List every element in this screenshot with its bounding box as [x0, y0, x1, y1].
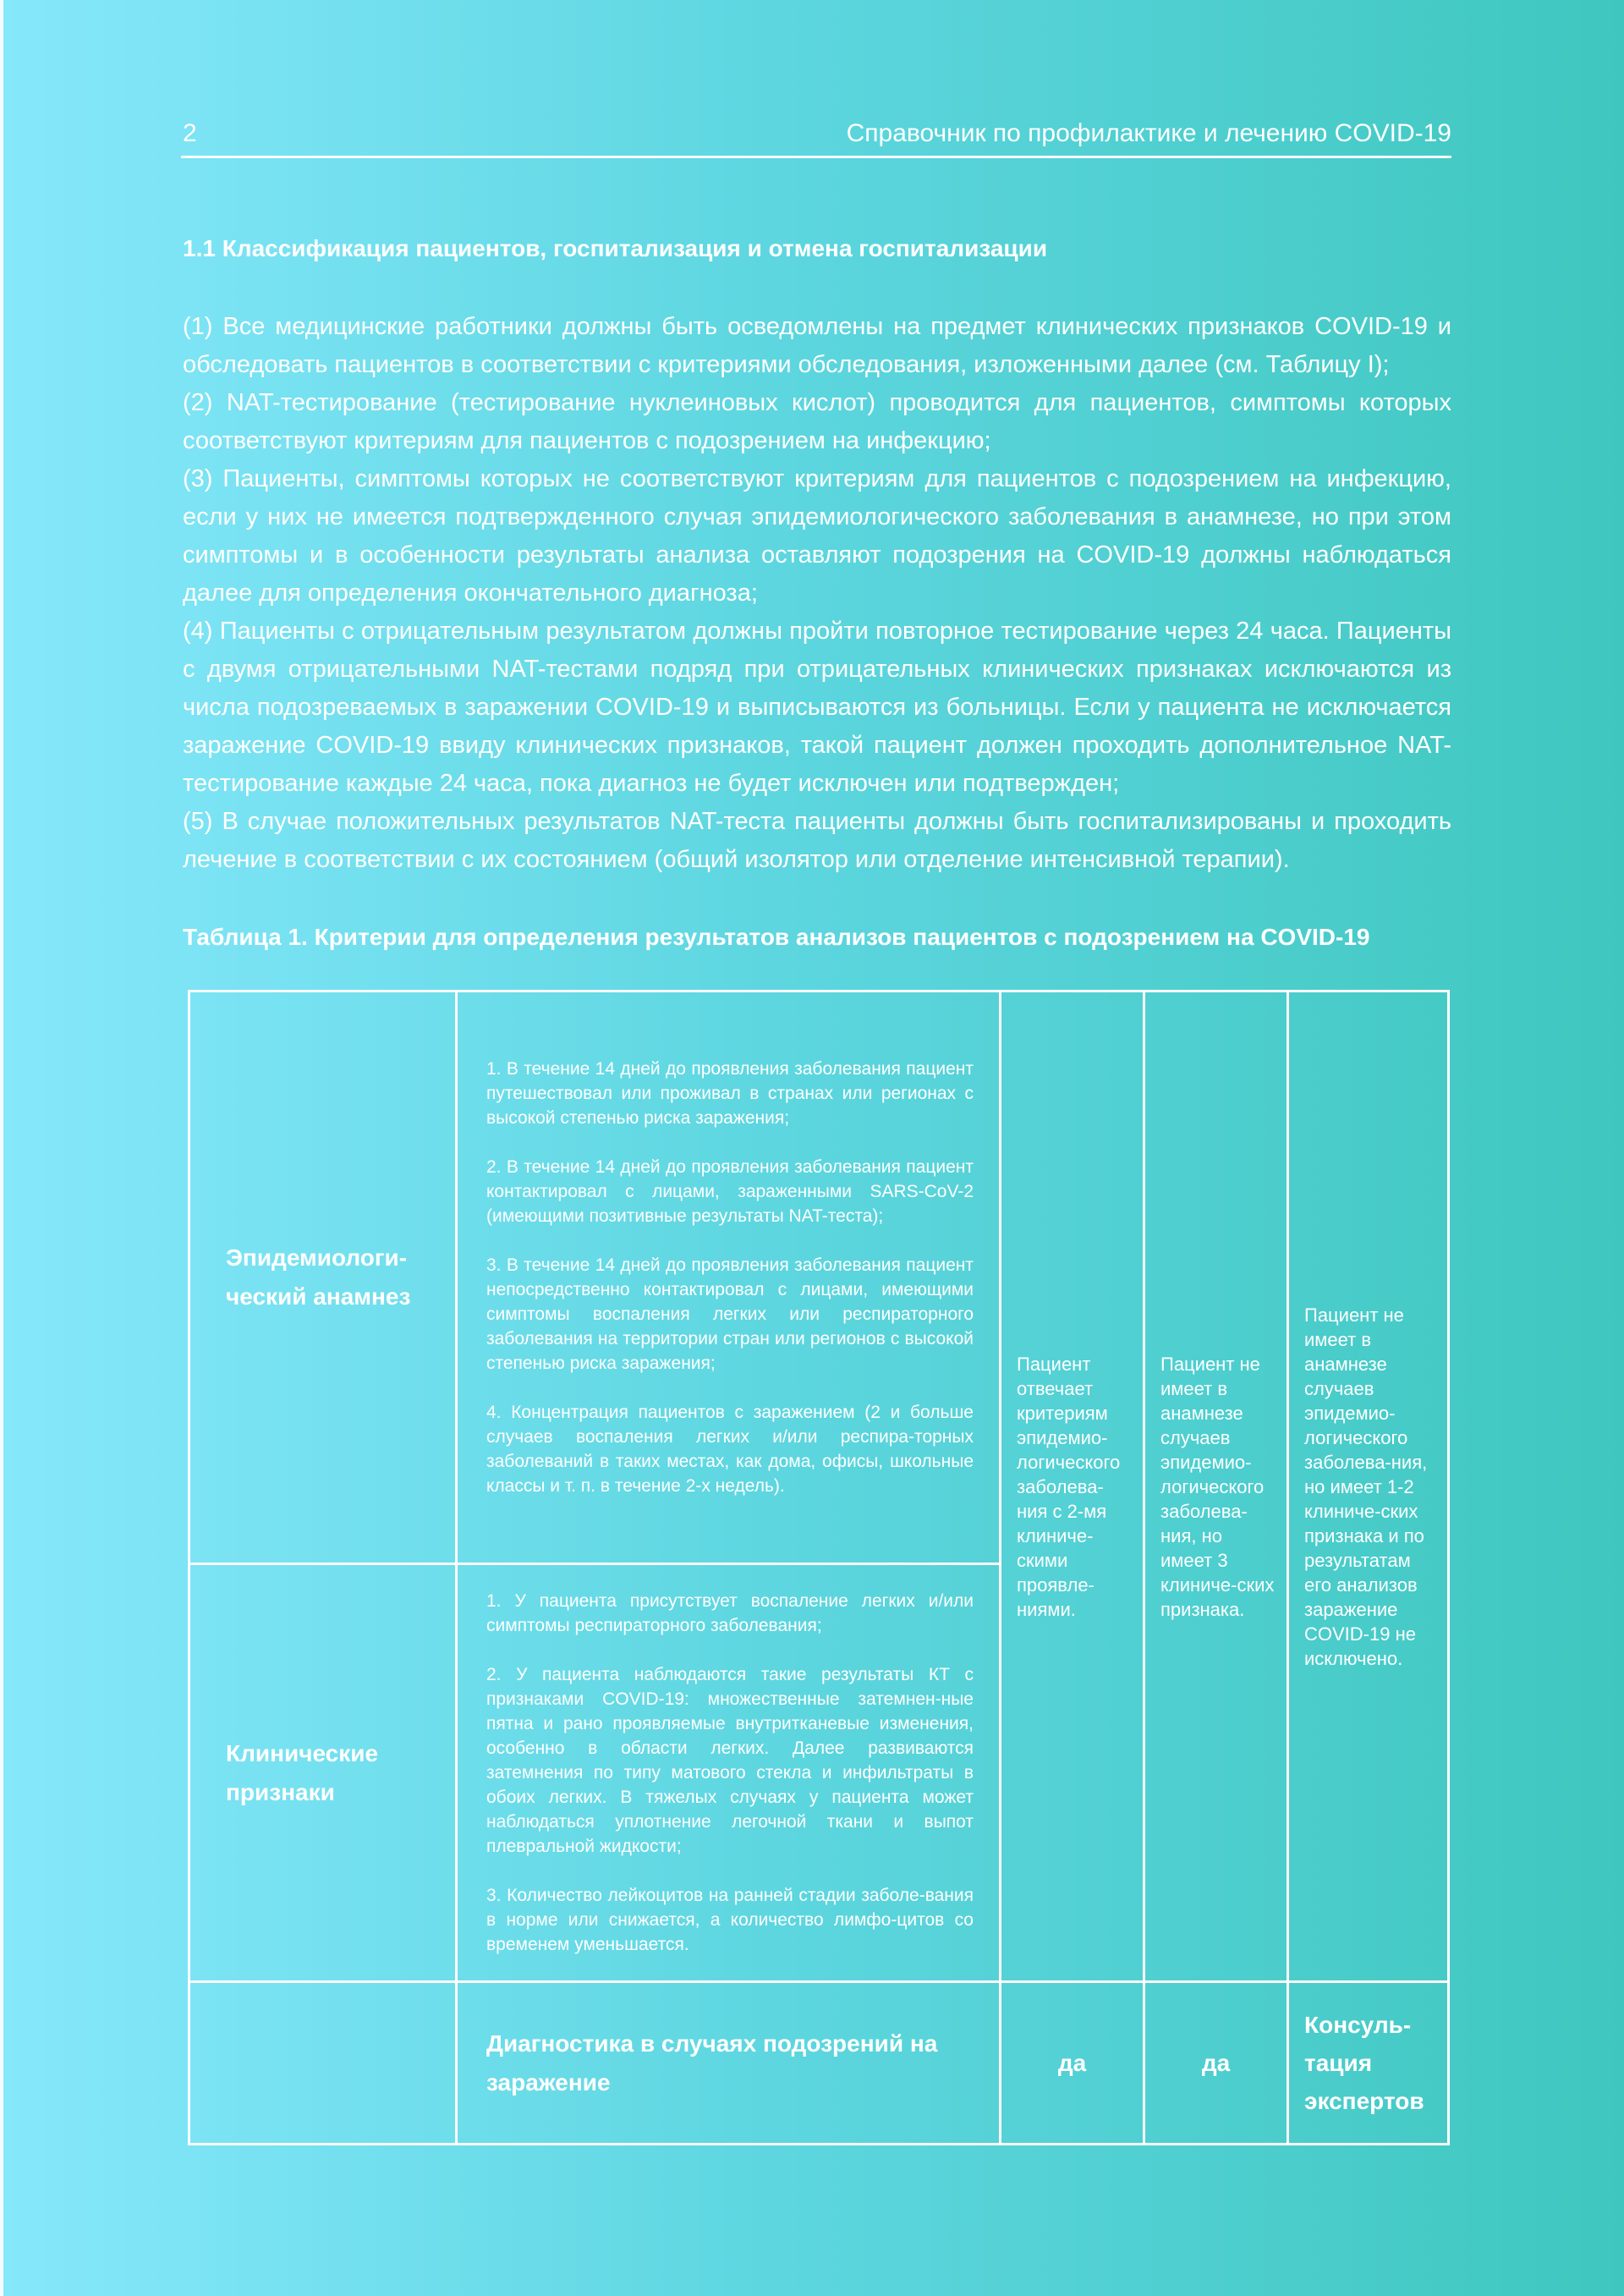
- epid-header: Эпидемиологи-ческий анамнез: [226, 1244, 411, 1310]
- outcome-text: Пациент отвечает критериям эпидемио-логического заболева-ния с 2-мя клиниче-скими проявле-ниями.: [1017, 1353, 1121, 1620]
- running-header-title: Справочник по профилактике и лечению COVID-19: [846, 119, 1451, 147]
- paragraph-4: (4) Пациенты с отрицательным результатом должны пройти повторное тестирование через 24 часа. Пациенты с двумя отрицательными NAT-тестами подряд при отрицательных клинических признаках исключаются из числа подозреваемых в заражении COVID-19 и выписываются из больницы. Если у пациента не исключается заражение COVID-19 ввиду клинических признаков, такой пациент должен проходить дополнительное NAT-тестирование каждые 24 часа, пока диагноз не будет исключен или подтвержден;: [183, 618, 1451, 797]
- diagnosis-value-3: [1288, 1982, 1449, 2145]
- diagnosis-label: Диагностика в случаях подозрений на заражение: [486, 2030, 938, 2096]
- epid-header-cell: [189, 991, 457, 1564]
- table-row-diagnosis: [189, 1982, 1449, 2145]
- epid-item: 2. В течение 14 дней до проявления заболевания пациент контактировал с лицами, зараженными SARS-CoV-2 (имеющими позитивные результаты NAT-теста);: [486, 1157, 974, 1226]
- clinical-header-cell: [189, 1564, 457, 1982]
- diagnosis-value-1: [1001, 1982, 1144, 2145]
- section-title: 1.1 Классификация пациентов, госпитализация и отмена госпитализации: [183, 235, 1048, 261]
- clinical-item: 1. У пациента присутствует воспаление легких и/или симптомы респираторного заболевания;: [486, 1591, 974, 1635]
- page-number: 2: [183, 119, 197, 147]
- epid-criteria-cell: [457, 991, 1001, 1564]
- body-text: [183, 308, 1451, 879]
- outcome-cell-2: [1144, 991, 1288, 1982]
- epid-item: 1. В течение 14 дней до проявления заболевания пациент путешествовал или проживал в странах или регионах с высокой степенью риска заражения;: [486, 1059, 974, 1128]
- table-title: Таблица 1. Критерии для определения результатов анализов пациентов с подозрением на COVID-19: [183, 924, 1370, 950]
- diagnosis-expert: Консуль-тация экспертов: [1304, 2012, 1424, 2114]
- criteria-table: [188, 990, 1450, 2145]
- clinical-item: 3. Количество лейкоцитов на ранней стадии заболе-вания в норме или снижается, а количество лимфо-цитов со временем уменьшается.: [486, 1886, 974, 1954]
- diagnosis-value-2: [1144, 1982, 1288, 2145]
- paragraph-5: (5) В случае положительных результатов NAT-теста пациенты должны быть госпитализированы и проходить лечение в соответствии с их состоянием (общий изолятор или отделение интенсивной терапии).: [183, 808, 1451, 873]
- page-edge: [0, 0, 3, 2296]
- outcome-text: Пациент не имеет в анамнезе случаев эпидемио-логического заболева-ния, но имеет 1-2 клиниче-ских признака и по результатам его анализов заражение COVID-19 не исключено.: [1304, 1304, 1428, 1669]
- clinical-criteria-cell: [457, 1564, 1001, 1982]
- diagnosis-empty-cell: [189, 1982, 457, 2145]
- epid-item: 4. Концентрация пациентов с заражением (2 и больше случаев воспаления легких и/или респира-торных заболеваний в таких местах, как дома, офисы, школьные классы и т. п. в течение 2-х недель).: [486, 1403, 974, 1496]
- clinical-item: 2. У пациента наблюдаются такие результаты КТ с признаками COVID-19: множественные затемнен-ные пятна и рано проявляемые внутритканевые изменения, особенно в области легких. Далее развиваются затемнения по типу матового стекла и инфильтраты в обоих легких. В тяжелых случаях у пациента может наблюдаться уплотнение легочной ткани и выпот плевральной жидкости;: [486, 1665, 974, 1856]
- paragraph-3: (3) Пациенты, симптомы которых не соответствуют критериям для пациентов с подозрением на инфекцию, если у них не имеется подтвержденного случая эпидемиологического заболевания в анамнезе, но при этом симптомы и в особенности результаты анализа оставляют подозрения на COVID-19 должны наблюдаться далее для определения окончательного диагноза;: [183, 465, 1451, 607]
- diagnosis-yes: да: [1201, 2049, 1231, 2076]
- outcome-cell-1: [1001, 991, 1144, 1982]
- clinical-header: Клинические признаки: [226, 1739, 379, 1805]
- outcome-text: Пациент не имеет в анамнезе случаев эпидемио-логического заболева-ния, но имеет 3 клиниче-ских признака.: [1160, 1353, 1275, 1620]
- diagnosis-yes: да: [1057, 2049, 1087, 2076]
- outcome-cell-3: [1288, 991, 1449, 1982]
- table-row-epidemiology: [189, 991, 1449, 1564]
- paragraph-1: (1) Все медицинские работники должны быть осведомлены на предмет клинических признаков COVID-19 и обследовать пациентов в соответствии с критериями обследования, изложенными далее (см. Таблицу I);: [183, 313, 1451, 378]
- diagnosis-label-cell: [457, 1982, 1001, 2145]
- paragraph-2: (2) NAT-тестирование (тестирование нуклеиновых кислот) проводится для пациентов, симптомы которых соответствуют критериям для пациентов с подозрением на инфекцию;: [183, 389, 1451, 454]
- epid-item: 3. В течение 14 дней до проявления заболевания пациент непосредственно контактировал с лицами, имеющими симптомы воспаления легких или респираторного заболевания на территории стран или регионов с высокой степенью риска заражения;: [486, 1255, 974, 1373]
- header-divider: [181, 156, 1451, 158]
